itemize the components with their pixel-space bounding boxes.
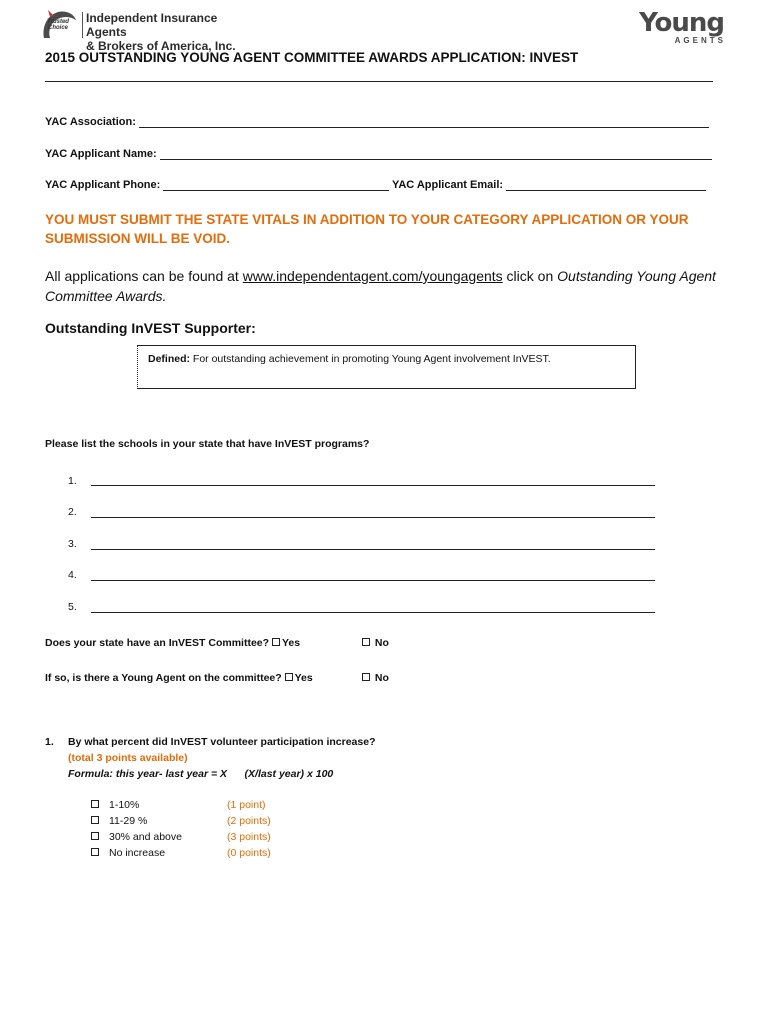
question-1-number: 1. [45,736,54,748]
section-heading: Outstanding InVEST Supporter: [45,320,256,336]
young-agents-subtitle: AGENTS [674,36,726,45]
question-1-formula: Formula: this year- last year = X (X/last year) x 100 [68,768,334,780]
committee-no-option [362,637,389,649]
schools-question: Please list the schools in your state that have InVEST programs? [45,438,370,450]
option-30-above [91,831,182,843]
org-name-line2: & Brokers of America, Inc. [86,39,236,53]
school-input-line-5[interactable] [91,612,655,613]
title-divider [45,81,713,82]
school-number-3: 3. [68,538,77,550]
page-title: 2015 OUTSTANDING YOUNG AGENT COMMITTEE AWARDS APPLICATION: INVEST [45,50,579,65]
school-input-line-4[interactable] [91,580,655,581]
applications-info [45,266,735,306]
option-1-10-points: (1 point) [227,799,266,811]
option-no-increase-label: No increase [109,847,166,859]
committee-yes-checkbox[interactable] [272,638,280,646]
association-field-row [45,116,709,128]
iiaba-logo [40,8,250,53]
young-agent-no-option [362,672,389,684]
applicant-phone-input-line[interactable] [163,179,389,191]
young-agent-no-checkbox[interactable] [362,673,370,681]
committee-question-text: Does your state have an InVEST Committee? [45,637,272,649]
logo-divider [82,12,83,38]
option-no-increase [91,847,165,859]
applicant-email-field-row [392,179,706,191]
option-1-10-label: 1-10% [109,799,140,811]
young-agent-no-label: No [374,672,389,684]
applicant-name-label: YAC Applicant Name: [45,148,157,160]
applications-link[interactable]: www.independentagent.com/youngagents [242,268,503,284]
option-no-increase-checkbox[interactable] [91,848,99,856]
school-number-5: 5. [68,601,77,613]
option-11-29-label: 11-29 % [109,815,148,827]
young-agents-logo [634,8,730,48]
applications-prefix: All applications can be found at [45,268,243,284]
option-no-increase-points: (0 points) [227,847,271,859]
school-number-4: 4. [68,569,77,581]
applications-middle: click on [502,268,558,284]
applicant-name-input-line[interactable] [160,148,712,160]
option-1-10-checkbox[interactable] [91,800,99,808]
applicant-email-input-line[interactable] [506,179,706,191]
question-1-body [68,734,488,782]
school-input-line-2[interactable] [91,517,655,518]
school-input-line-1[interactable] [91,485,655,486]
void-warning: YOU MUST SUBMIT THE STATE VITALS IN ADDITION TO YOUR CATEGORY APPLICATION OR YOUR SUBMISSION WILL BE VOID. [45,212,689,246]
association-input-line[interactable] [139,116,709,128]
option-11-29-checkbox[interactable] [91,816,99,824]
association-label: YAC Association: [45,116,136,128]
committee-question [45,637,300,649]
org-name-line1: Independent Insurance Agents [86,11,218,39]
question-1-points-available: (total 3 points available) [68,752,188,764]
definition-box [137,345,636,389]
young-agents-wordmark: Young [639,8,724,38]
young-agent-question [45,672,313,684]
school-input-line-3[interactable] [91,549,655,550]
trusted-choice-label: Trusted Choice [47,19,69,31]
applicant-phone-label: YAC Applicant Phone: [45,179,161,191]
young-agent-yes-label: Yes [294,672,313,684]
option-1-10 [91,799,139,811]
applications-award-name: Outstanding Young Agent Committee Awards. [45,268,716,304]
school-number-2: 2. [68,506,77,518]
applicant-phone-field-row [45,179,389,191]
applicant-name-field-row [45,148,712,160]
option-30-above-label: 30% and above [109,831,182,843]
committee-no-label: No [374,637,389,649]
definition-label: Defined: [148,353,190,365]
option-11-29 [91,815,147,827]
applicant-email-label: YAC Applicant Email: [392,179,504,191]
option-11-29-points: (2 points) [227,815,271,827]
definition-text: For outstanding achievement in promoting Young Agent involvement InVEST. [190,353,551,365]
option-30-above-points: (3 points) [227,831,271,843]
young-agent-question-text: If so, is there a Young Agent on the committee? [45,672,285,684]
school-number-1: 1. [68,475,77,487]
question-1-text: By what percent did InVEST volunteer participation increase? [68,736,376,748]
org-name [86,11,250,53]
committee-no-checkbox[interactable] [362,638,370,646]
committee-yes-label: Yes [281,637,301,649]
young-agent-yes-checkbox[interactable] [285,673,293,681]
option-30-above-checkbox[interactable] [91,832,99,840]
